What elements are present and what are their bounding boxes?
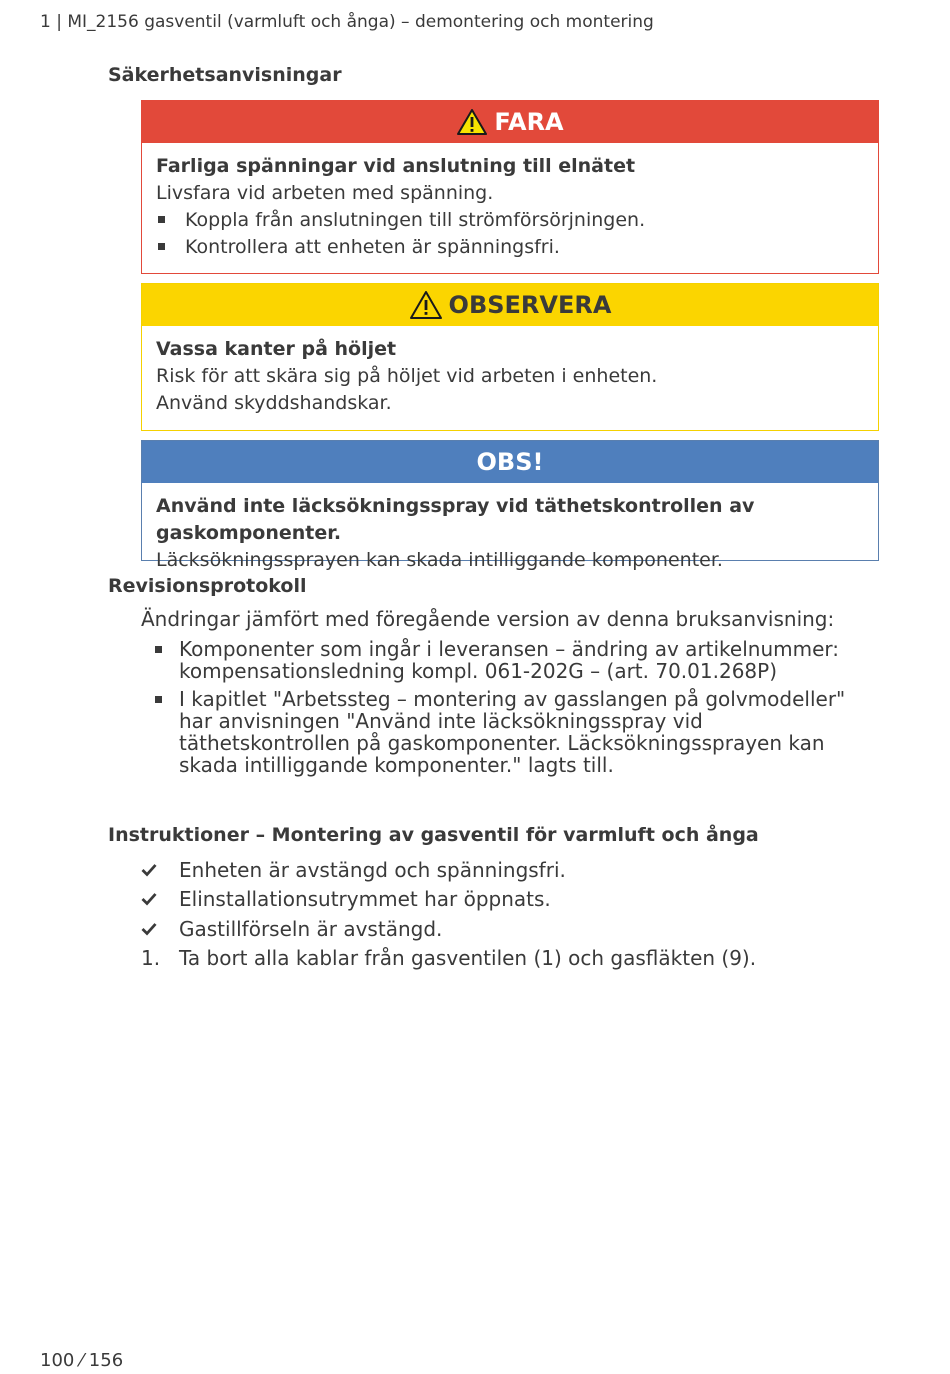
revision-heading: Revisionsprotokoll [108, 575, 307, 597]
danger-box [141, 100, 879, 274]
danger-header [142, 101, 878, 143]
prerequisite-item: Enheten är avstängd och spänningsfri. [141, 855, 756, 885]
caution-label: OBSERVERA [448, 291, 612, 319]
notice-title: Använd inte läcksökningsspray vid täthetskontrollen av gaskomponenter. [156, 495, 755, 544]
caution-line: Använd skyddshandskar. [156, 392, 392, 414]
prerequisite-item: Elinstallationsutrymmet har öppnats. [141, 885, 756, 915]
step-number: 1. [141, 946, 161, 971]
instruction-steps [141, 855, 756, 973]
revision-intro: Ändringar jämfört med föregående version av denna bruksanvisning: [141, 607, 835, 631]
revision-item: Komponenter som ingår i leveransen – ändring av artikelnummer: kompensationsledning kompl. 061-202G – (art. 70.01.268P) [155, 638, 855, 682]
notice-text: Läcksökningssprayen kan skada intilliggande komponenter. [156, 549, 723, 571]
running-header: 1 | MI_2156 gasventil (varmluft och ånga) – demontering och montering [40, 12, 654, 32]
warning-triangle-icon [456, 108, 488, 136]
step-text: Ta bort alla kablar från gasventilen (1) och gasfläkten (9). [179, 946, 757, 971]
revision-list [155, 638, 855, 782]
notice-box [141, 440, 879, 571]
danger-bullet: Kontrollera att enheten är spänningsfri. [156, 234, 864, 261]
step-item [141, 944, 756, 974]
page-number: 100 ⁄ 156 [40, 1350, 124, 1371]
checkmark-icon [141, 858, 179, 882]
caution-box [141, 283, 879, 431]
danger-title: Farliga spänningar vid anslutning till elnätet [156, 155, 636, 177]
warning-triangle-icon [409, 290, 443, 320]
caution-title: Vassa kanter på höljet [156, 338, 397, 360]
danger-bullet: Koppla från anslutningen till strömförsörjningen. [156, 207, 864, 234]
prerequisite-item: Gastillförseln är avstängd. [141, 914, 756, 944]
notice-header [142, 441, 878, 483]
instructions-heading: Instruktioner – Montering av gasventil för varmluft och ånga [108, 824, 759, 846]
danger-text: Livsfara vid arbeten med spänning. [156, 182, 494, 204]
checkmark-icon [141, 917, 179, 941]
caution-header [142, 284, 878, 326]
caution-line: Risk för att skära sig på höljet vid arbeten i enheten. [156, 365, 658, 387]
danger-label: FARA [494, 108, 564, 136]
revision-item: I kapitlet "Arbetssteg – montering av gasslangen på golvmodeller" har anvisningen "Använd inte läcksökningsspray vid täthetskontrollen på gaskomponenter. Läcksökningssprayen kan skada intilliggande komponenter." lagts till. [155, 688, 855, 776]
checkmark-icon [141, 887, 179, 911]
notice-label: OBS! [476, 448, 544, 476]
safety-heading: Säkerhetsanvisningar [108, 64, 342, 86]
